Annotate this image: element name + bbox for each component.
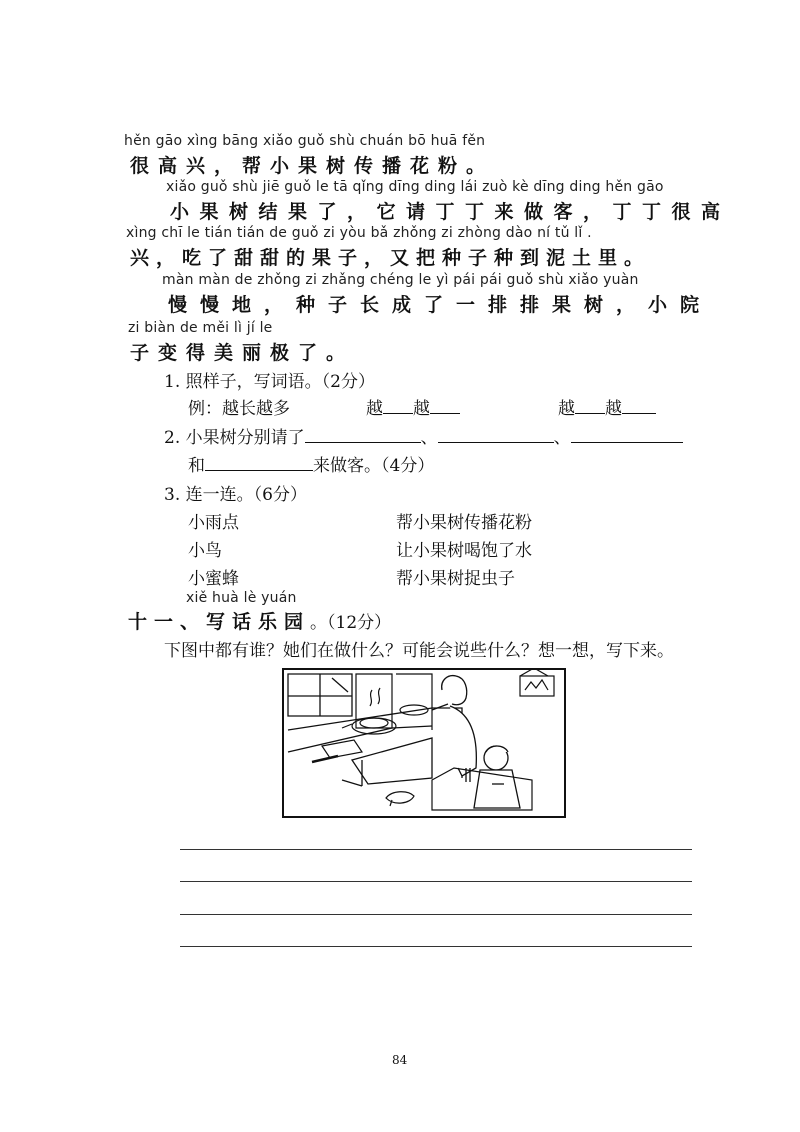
question-1-answer-b: 越 越 bbox=[558, 394, 656, 419]
question-3-label: 3. 连一连。（6分） bbox=[164, 485, 307, 505]
story-pinyin-1: hěn gāo xìng bāng xiǎo guǒ shù chuán bō huā fěn bbox=[124, 133, 486, 149]
story-pinyin-4: màn màn de zhǒng zi zhǎng chéng le yì pái pái guǒ shù xiǎo yuàn bbox=[162, 272, 639, 288]
match-right-1[interactable]: 帮小果树传播花粉 bbox=[396, 513, 532, 533]
match-left-1[interactable]: 小雨点 bbox=[188, 513, 239, 533]
section-11-pinyin: xiě huà lè yuán bbox=[186, 590, 297, 606]
story-text-3: 兴，吃了甜甜的果子，又把种子种到泥土里。 bbox=[130, 247, 651, 269]
blank-2c[interactable] bbox=[571, 426, 683, 443]
story-pinyin-3: xìng chī le tián tián de guǒ zi yòu bǎ zhǒng zi zhòng dào ní tǔ lǐ . bbox=[126, 225, 592, 241]
blank-1d[interactable] bbox=[622, 397, 656, 414]
writing-line-3[interactable] bbox=[180, 914, 692, 915]
writing-line-1[interactable] bbox=[180, 849, 692, 850]
story-text-4: 慢慢地，种子长成了一排排果树，小院 bbox=[168, 294, 713, 316]
blank-2d[interactable] bbox=[205, 454, 313, 471]
question-2-line-2: 和 来做客。（4分） bbox=[188, 456, 435, 476]
section-11-title: 十一、写话乐园 bbox=[128, 611, 311, 633]
writing-line-4[interactable] bbox=[180, 946, 692, 947]
question-2-line-1: 2. 小果树分别请了 、 、 bbox=[164, 423, 683, 448]
section-11-heading bbox=[128, 607, 391, 634]
blank-2b[interactable] bbox=[438, 426, 554, 443]
match-right-2[interactable]: 让小果树喝饱了水 bbox=[396, 541, 532, 561]
question-1-answer-a: 越 越 bbox=[366, 394, 460, 419]
blank-1a[interactable] bbox=[383, 397, 413, 414]
blank-2a[interactable] bbox=[305, 426, 421, 443]
story-pinyin-5: zi biàn de měi lì jí le bbox=[128, 320, 273, 336]
blank-1b[interactable] bbox=[430, 397, 460, 414]
writing-line-2[interactable] bbox=[180, 881, 692, 882]
question-1-example: 例：越长越多 bbox=[188, 399, 290, 419]
match-right-3[interactable]: 帮小果树捉虫子 bbox=[396, 569, 515, 589]
story-pinyin-2: xiǎo guǒ shù jiē guǒ le tā qǐng dīng ding lái zuò kè dīng ding hěn gāo bbox=[166, 179, 664, 195]
kitchen-illustration bbox=[282, 668, 566, 818]
story-text-2: 小果树结果了，它请丁丁来做客，丁丁很高 bbox=[170, 201, 731, 223]
story-text-5: 子变得美丽极了。 bbox=[130, 342, 355, 364]
match-left-2[interactable]: 小鸟 bbox=[188, 541, 222, 561]
page-number: 84 bbox=[392, 1053, 408, 1067]
story-text-1: 很高兴，帮小果树传播花粉。 bbox=[130, 155, 495, 177]
section-11-score: 。（12分） bbox=[310, 613, 392, 633]
section-11-prompt: 下图中都有谁？她们在做什么？可能会说些什么？想一想，写下来。 bbox=[164, 641, 674, 661]
match-left-3[interactable]: 小蜜蜂 bbox=[188, 569, 239, 589]
question-1-label: 1. 照样子，写词语。（2分） bbox=[164, 372, 375, 392]
blank-1c[interactable] bbox=[575, 397, 605, 414]
